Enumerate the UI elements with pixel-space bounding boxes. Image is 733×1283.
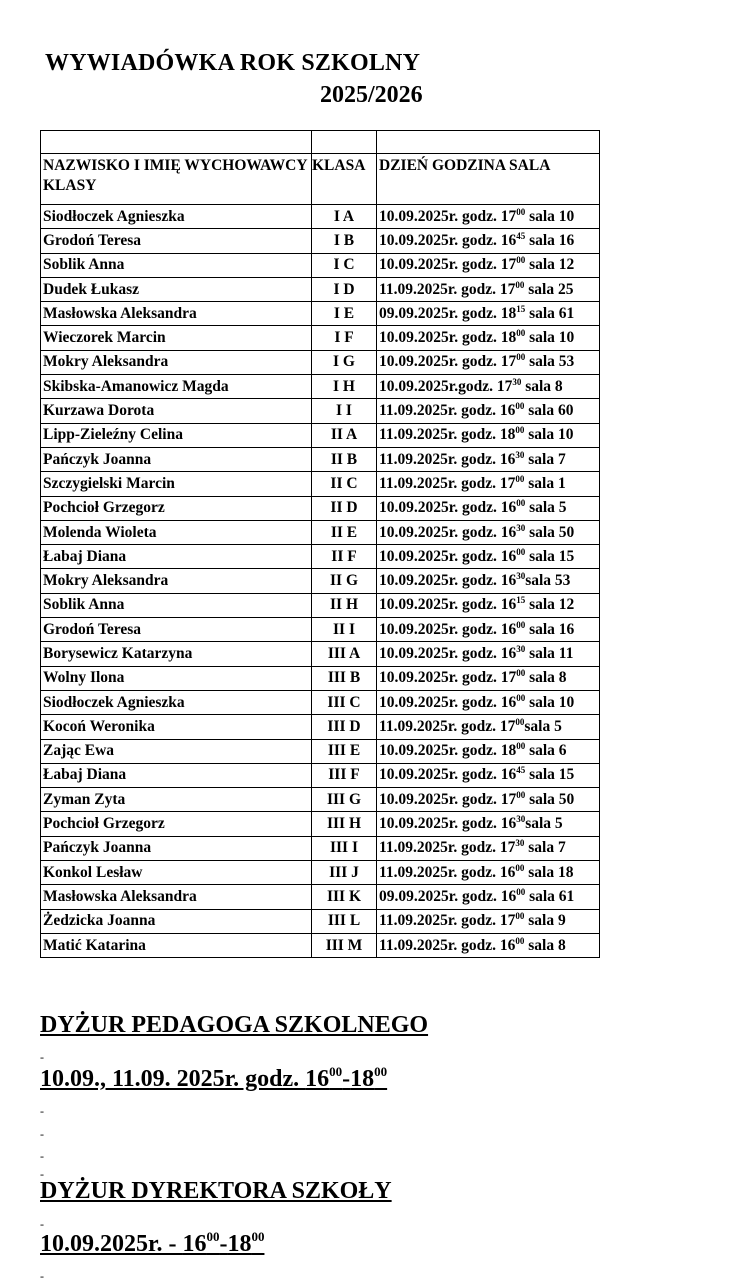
teacher-name: Matić Katarina <box>41 933 312 957</box>
meeting-time: 09.09.2025r. godz. $16^{00}$ sala 61 <box>377 885 600 909</box>
class-label: I E <box>312 302 377 326</box>
teacher-name: Zyman Zyta <box>41 788 312 812</box>
teacher-name: Żedzicka Joanna <box>41 909 312 933</box>
dash-marker: - <box>40 1050 44 1064</box>
table-row <box>41 812 600 836</box>
schedule-table <box>40 130 600 958</box>
table-row <box>41 350 600 374</box>
table-row <box>41 642 600 666</box>
table-row <box>41 933 600 957</box>
table-row <box>41 253 600 277</box>
teacher-name: Siodłoczek Agnieszka <box>41 690 312 714</box>
class-label: II A <box>312 423 377 447</box>
teacher-name: Konkol Lesław <box>41 861 312 885</box>
meeting-time: 11.09.2025r. godz. $16^{30}$ sala 7 <box>377 447 600 471</box>
table-row <box>41 472 600 496</box>
meeting-time: 10.09.2025r. godz. $16^{00}$ sala 5 <box>377 496 600 520</box>
table-row <box>41 326 600 350</box>
dyrektor-hours: 10.09.2025r. - $16^{00}-18^{00}$ <box>40 1229 265 1257</box>
teacher-name: Lipp-Zieleźny Celina <box>41 423 312 447</box>
meeting-time: 10.09.2025r. godz. $16^{00}$ sala 10 <box>377 690 600 714</box>
table-row <box>41 447 600 471</box>
school-year: 2025/2026 <box>320 82 423 108</box>
table-row <box>41 277 600 301</box>
empty-row <box>41 131 600 154</box>
teacher-name: Pańczyk Joanna <box>41 836 312 860</box>
meeting-time: 10.09.2025r. godz. $17^{00}$ sala 12 <box>377 253 600 277</box>
table-row <box>41 545 600 569</box>
meeting-time: 11.09.2025r. godz. $16^{00}$ sala 60 <box>377 399 600 423</box>
class-label: III I <box>312 836 377 860</box>
meeting-time: 11.09.2025r. godz. $17^{00}$ sala 1 <box>377 472 600 496</box>
table-row <box>41 739 600 763</box>
pedagog-heading: DYŻUR PEDAGOGA SZKOLNEGO <box>40 1012 429 1038</box>
teacher-name: Borysewicz Katarzyna <box>41 642 312 666</box>
teacher-name: Mokry Aleksandra <box>41 569 312 593</box>
teacher-name: Pochcioł Grzegorz <box>41 496 312 520</box>
header-name: NAZWISKO I IMIĘ WYCHOWAWCY KLASY <box>41 154 312 205</box>
class-label: III A <box>312 642 377 666</box>
meeting-time: 10.09.2025r. godz. $16^{00}$ sala 16 <box>377 618 600 642</box>
meeting-time: 10.09.2025r. godz. $16^{30}$ sala 50 <box>377 520 600 544</box>
class-label: III F <box>312 763 377 787</box>
table-row <box>41 690 600 714</box>
class-label: III J <box>312 861 377 885</box>
meeting-time: 11.09.2025r. godz. $16^{00}$ sala 8 <box>377 933 600 957</box>
table-row <box>41 715 600 739</box>
meeting-time: 10.09.2025r. godz. $17^{00}$ sala 8 <box>377 666 600 690</box>
class-label: II I <box>312 618 377 642</box>
class-label: I G <box>312 350 377 374</box>
table-header-row <box>41 154 600 205</box>
table-row <box>41 569 600 593</box>
class-label: III D <box>312 715 377 739</box>
class-label: III M <box>312 933 377 957</box>
class-label: II B <box>312 447 377 471</box>
class-label: I C <box>312 253 377 277</box>
table-row <box>41 399 600 423</box>
class-label: II G <box>312 569 377 593</box>
header-when: DZIEŃ GODZINA SALA <box>377 154 600 205</box>
teacher-name: Szczygielski Marcin <box>41 472 312 496</box>
meeting-time: 11.09.2025r. godz. $17^{00}$ sala 9 <box>377 909 600 933</box>
dash-marker: - <box>40 1104 44 1118</box>
class-label: III L <box>312 909 377 933</box>
meeting-time: 10.09.2025r. godz. $16^{30}sala$ 53 <box>377 569 600 593</box>
meeting-time: 10.09.2025r. godz. $18^{00}$ sala 6 <box>377 739 600 763</box>
teacher-name: Skibska-Amanowicz Magda <box>41 375 312 399</box>
meeting-time: 10.09.2025r. godz. $16^{15}$ sala 12 <box>377 593 600 617</box>
class-label: III C <box>312 690 377 714</box>
table-row <box>41 885 600 909</box>
table-row <box>41 763 600 787</box>
class-label: I H <box>312 375 377 399</box>
table-row <box>41 836 600 860</box>
class-label: I A <box>312 205 377 229</box>
meeting-time: 09.09.2025r. godz. $18^{15}$ sala 61 <box>377 302 600 326</box>
table-row <box>41 618 600 642</box>
teacher-name: Wieczorek Marcin <box>41 326 312 350</box>
class-label: II C <box>312 472 377 496</box>
teacher-name: Soblik Anna <box>41 253 312 277</box>
dash-marker: - <box>40 1269 44 1283</box>
meeting-time: 10.09.2025r. godz. $16^{30}$ sala 11 <box>377 642 600 666</box>
teacher-name: Zając Ewa <box>41 739 312 763</box>
teacher-name: Soblik Anna <box>41 593 312 617</box>
table-row <box>41 666 600 690</box>
teacher-name: Masłowska Aleksandra <box>41 885 312 909</box>
teacher-name: Dudek Łukasz <box>41 277 312 301</box>
class-label: I I <box>312 399 377 423</box>
meeting-time: 11.09.2025r. godz. $17^{00}$ sala 25 <box>377 277 600 301</box>
dash-marker: - <box>40 1217 44 1231</box>
meeting-time: 11.09.2025r. godz. $18^{00}$ sala 10 <box>377 423 600 447</box>
class-label: I B <box>312 229 377 253</box>
dash-marker: - <box>40 1167 44 1181</box>
meeting-time: 11.09.2025r. godz. $16^{00}$ sala 18 <box>377 861 600 885</box>
class-label: III B <box>312 666 377 690</box>
table-row <box>41 375 600 399</box>
meeting-time: 10.09.2025r.godz. $17^{30}$ sala 8 <box>377 375 600 399</box>
teacher-name: Grodoń Teresa <box>41 618 312 642</box>
meeting-time: 10.09.2025r. godz. $18^{00}$ sala 10 <box>377 326 600 350</box>
table-row <box>41 593 600 617</box>
meeting-time: 10.09.2025r. godz. $16^{30}sala$ 5 <box>377 812 600 836</box>
class-label: II F <box>312 545 377 569</box>
teacher-name: Łabaj Diana <box>41 763 312 787</box>
teacher-name: Pańczyk Joanna <box>41 447 312 471</box>
class-label: I F <box>312 326 377 350</box>
meeting-time: 10.09.2025r. godz. $16^{45}$ sala 15 <box>377 763 600 787</box>
meeting-time: 10.09.2025r. godz. $16^{00}$ sala 15 <box>377 545 600 569</box>
teacher-name: Łabaj Diana <box>41 545 312 569</box>
teacher-name: Siodłoczek Agnieszka <box>41 205 312 229</box>
teacher-name: Mokry Aleksandra <box>41 350 312 374</box>
meeting-time: 11.09.2025r. godz. $17^{30}$ sala 7 <box>377 836 600 860</box>
header-klasa: KLASA <box>312 154 377 205</box>
class-label: II E <box>312 520 377 544</box>
class-label: III E <box>312 739 377 763</box>
table-row <box>41 520 600 544</box>
pedagog-hours: 10.09., 11.09. 2025r. godz. $16^{00}-18^{00}$ <box>40 1064 388 1092</box>
meeting-time: 10.09.2025r. godz. $16^{45}$ sala 16 <box>377 229 600 253</box>
teacher-name: Grodoń Teresa <box>41 229 312 253</box>
class-label: I D <box>312 277 377 301</box>
teacher-name: Pochcioł Grzegorz <box>41 812 312 836</box>
table-row <box>41 205 600 229</box>
teacher-name: Wolny Ilona <box>41 666 312 690</box>
teacher-name: Molenda Wioleta <box>41 520 312 544</box>
meeting-time: 10.09.2025r. godz. $17^{00}$ sala 10 <box>377 205 600 229</box>
class-label: III G <box>312 788 377 812</box>
dyrektor-heading: DYŻUR DYREKTORA SZKOŁY <box>40 1178 392 1204</box>
class-label: III H <box>312 812 377 836</box>
dash-marker: - <box>40 1127 44 1141</box>
class-label: III K <box>312 885 377 909</box>
dash-marker: - <box>40 1149 44 1163</box>
table-row <box>41 496 600 520</box>
class-label: II D <box>312 496 377 520</box>
table-row <box>41 302 600 326</box>
table-row <box>41 909 600 933</box>
meeting-time: 10.09.2025r. godz. $17^{00}$ sala 50 <box>377 788 600 812</box>
meeting-time: 10.09.2025r. godz. $17^{00}$ sala 53 <box>377 350 600 374</box>
table-row <box>41 423 600 447</box>
class-label: II H <box>312 593 377 617</box>
teacher-name: Masłowska Aleksandra <box>41 302 312 326</box>
teacher-name: Kocoń Weronika <box>41 715 312 739</box>
teacher-name: Kurzawa Dorota <box>41 399 312 423</box>
document-title: WYWIADÓWKA ROK SZKOLNY <box>45 50 421 76</box>
meeting-time: 11.09.2025r. godz. $17^{00}sala$ 5 <box>377 715 600 739</box>
table-row <box>41 229 600 253</box>
table-row <box>41 788 600 812</box>
table-row <box>41 861 600 885</box>
